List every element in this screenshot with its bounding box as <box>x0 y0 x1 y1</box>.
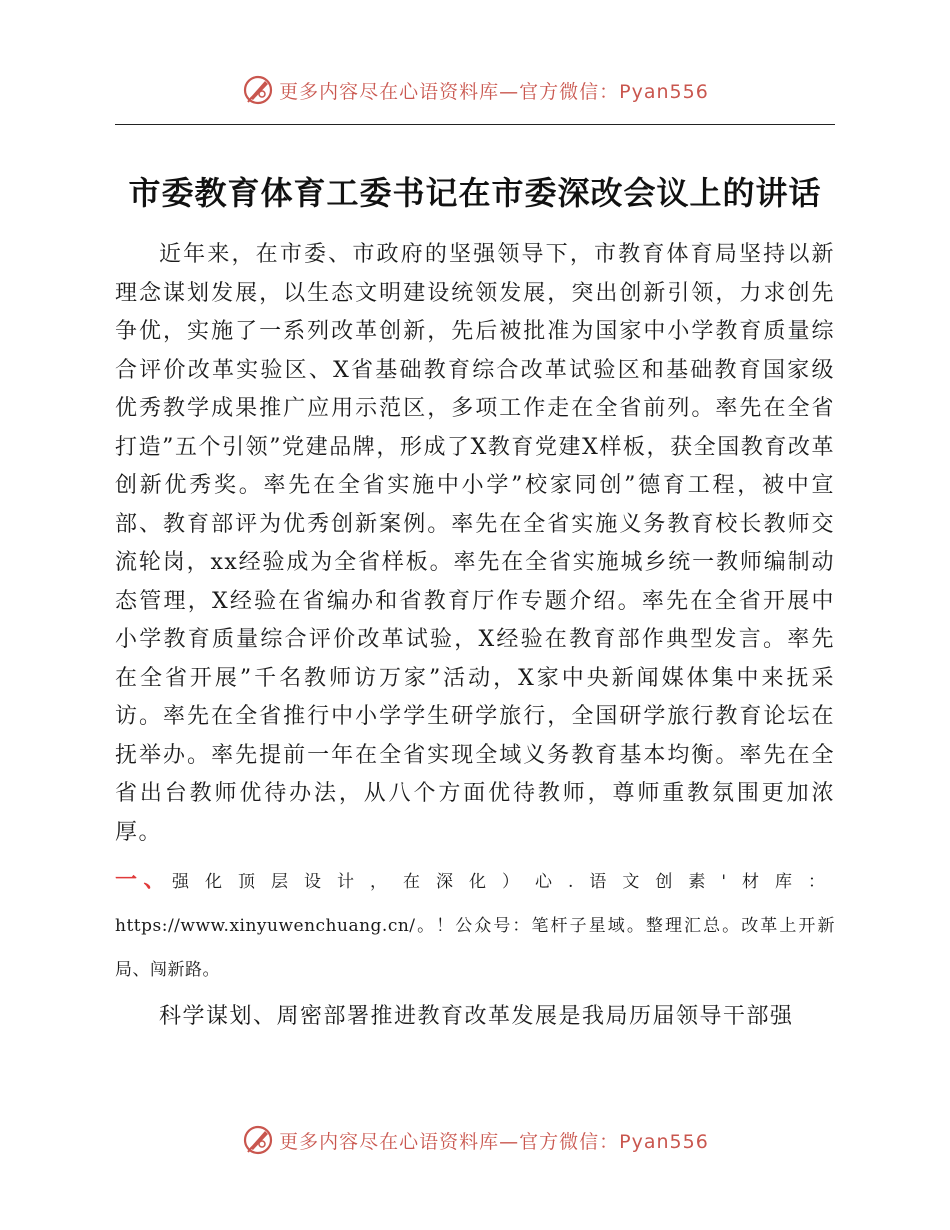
footer-banner <box>0 1120 950 1160</box>
section-heading-1 <box>115 858 835 992</box>
paragraph-2: 科学谋划、周密部署推进教育改革发展是我局历届领导干部强 <box>159 1004 794 1029</box>
section-url: https://www.xinyuwenchuang.cn/ <box>115 916 416 936</box>
paragraph-intro: 近年来，在市委、市政府的坚强领导下，市教育体育局坚持以新理念谋划发展，以生态文明建设统领发展，突出创新引领，力求创先争优，实施了一系列改革创新，先后被批准为国家中小学教育质量综合评价改革实验区、X省基础教育综合改革试验区和基础教育国家级优秀教学成果推广应用示范区，多项工作走在全省前列。率先在全省打造”五个引领”党建品牌，形成了X教育党建X样板，获全国教育改革创新优秀奖。率先在全省实施中小学”校家同创”德育工程，被中宣部、教育部评为优秀创新案例。率先在全省实施义务教育校长教师交流轮岗，xx经验成为全省样板。率先在全省实施城乡统一教师编制动态管理，X经验在省编办和省教育厅作专题介绍。率先在全省开展中小学教育质量综合评价改革试验，X经验在教育部作典型发言。率先在全省开展”千名教师访万家”活动，X家中央新闻媒体集中来抚采访。率先在全省推行中小学学生研学旅行，全国研学旅行教育论坛在抚举办。率先提前一年在全省实现全域义务教育基本均衡。率先在全省出台教师优待办法，从八个方面优待教师，尊师重教氛围更加浓厚。 <box>115 242 835 845</box>
quill-logo-icon <box>241 73 275 107</box>
header-banner <box>0 70 950 110</box>
banner-text: 更多内容尽在心语资料库—官方微信：Pyan556 <box>279 80 709 103</box>
document-body <box>115 236 835 1037</box>
banner-text: 更多内容尽在心语资料库—官方微信：Pyan556 <box>279 1130 709 1153</box>
header-divider <box>115 124 835 125</box>
quill-logo-icon <box>241 1123 275 1157</box>
section-heading-text: 强化顶层设计，在深化）心.语文创素'材库： <box>172 872 835 892</box>
document-title: 市委教育体育工委书记在市委深改会议上的讲话 <box>128 174 822 212</box>
section-tail: 。！公众号：笔杆子星域。整理汇总。改革上开新局、闯新路。 <box>115 916 835 980</box>
section-number: 一、 <box>115 867 172 893</box>
